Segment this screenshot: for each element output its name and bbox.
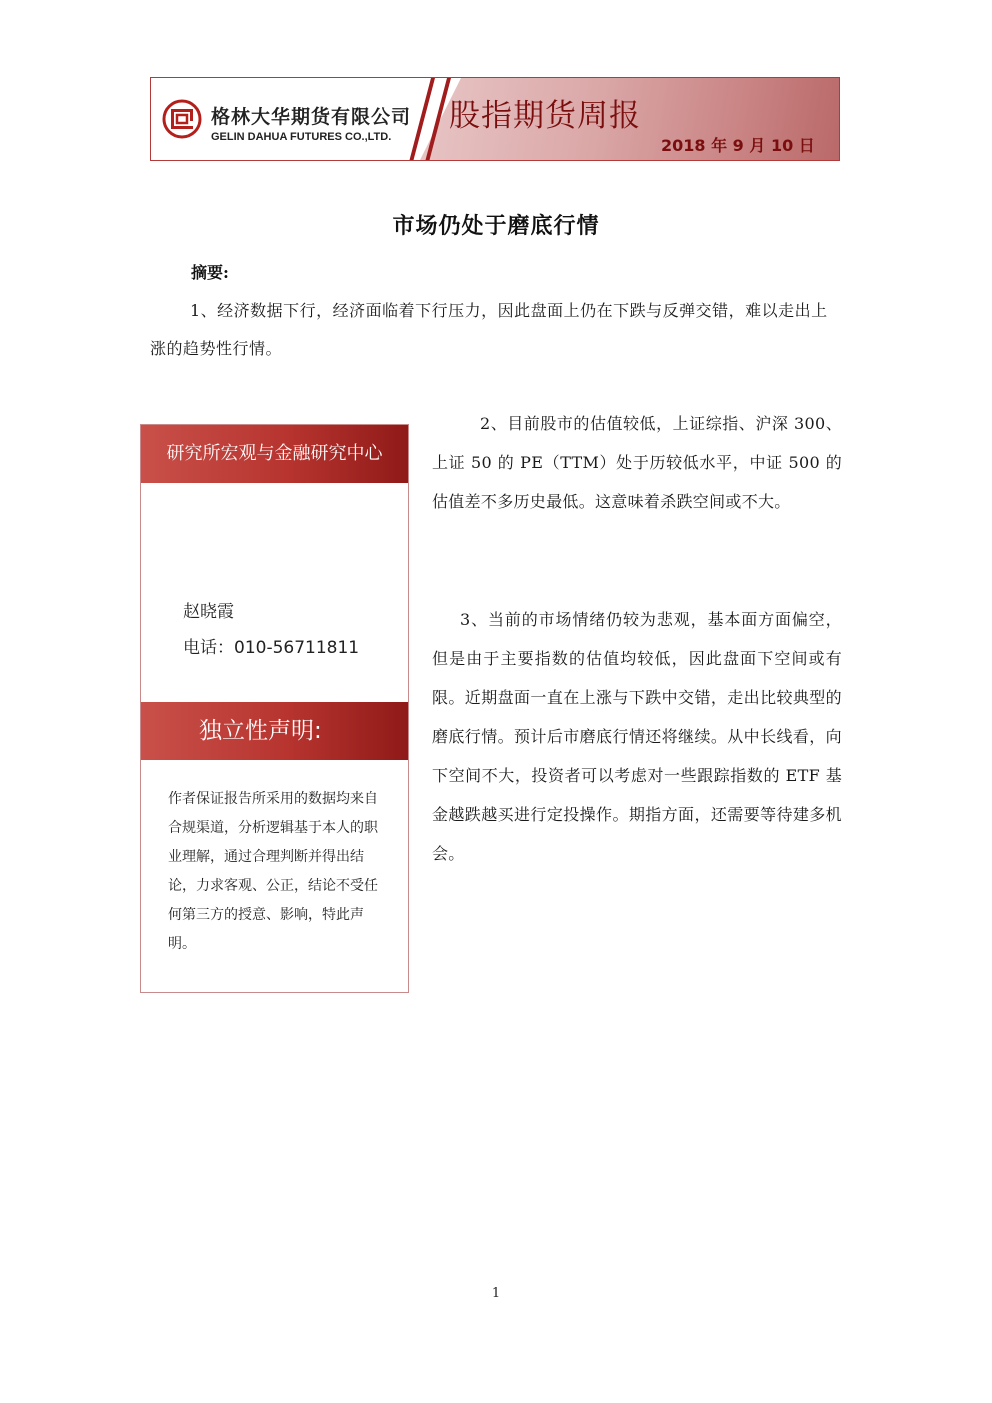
document-title: 市场仍处于磨底行情: [392, 213, 600, 239]
abstract-label: 摘要:: [191, 263, 229, 282]
department-header: 研究所宏观与金融研究中心: [141, 425, 408, 483]
page-number: 1: [491, 1286, 501, 1301]
declaration-text: 作者保证报告所采用的数据均来自合规渠道，分析逻辑基于本人的职业理解，通过合理判断并得出结论，力求客观、公正，结论不受任何第三方的授意、影响，特此声明。: [168, 791, 378, 952]
report-date: 2018 年 9 月 10 日: [661, 136, 815, 155]
declaration-header: 独立性声明:: [141, 702, 408, 760]
report-title: 股指期货周报: [449, 98, 641, 134]
report-header-banner: [150, 77, 840, 161]
summary-paragraph-3: 3、当前的市场情绪仍较为悲观，基本面方面偏空，但是由于主要指数的估值均较低，因此盘面下空间或有限。近期盘面一直在上涨与下跌中交错，走出比较典型的磨底行情。预计后市磨底行情还将继续。从中长线看，向下空间不大，投资者可以考虑对一些跟踪指数的 ETF 基金越跌越买进行定投操作。期指方面，还需要等待建多机会。: [432, 610, 842, 863]
analyst-name: 赵晓霞: [183, 602, 234, 622]
analyst-sidebar: [140, 424, 409, 993]
company-name-cn: 格林大华期货有限公司: [211, 106, 412, 128]
summary-paragraph-1: 1、经济数据下行，经济面临着下行压力，因此盘面上仍在下跌与反弹交错，难以走出上涨的趋势性行情。: [150, 301, 828, 358]
gelin-dahua-logo-icon: [162, 99, 202, 139]
analyst-phone: 电话：010-56711811: [183, 638, 360, 658]
company-name-en: GELIN DAHUA FUTURES CO.,LTD.: [211, 131, 392, 143]
summary-paragraph-2: 2、目前股市的估值较低，上证综指、沪深 300、上证 50 的 PE（TTM）处于历较低水平，中证 500 的估值差不多历史最低。这意味着杀跌空间或不大。: [432, 414, 842, 511]
